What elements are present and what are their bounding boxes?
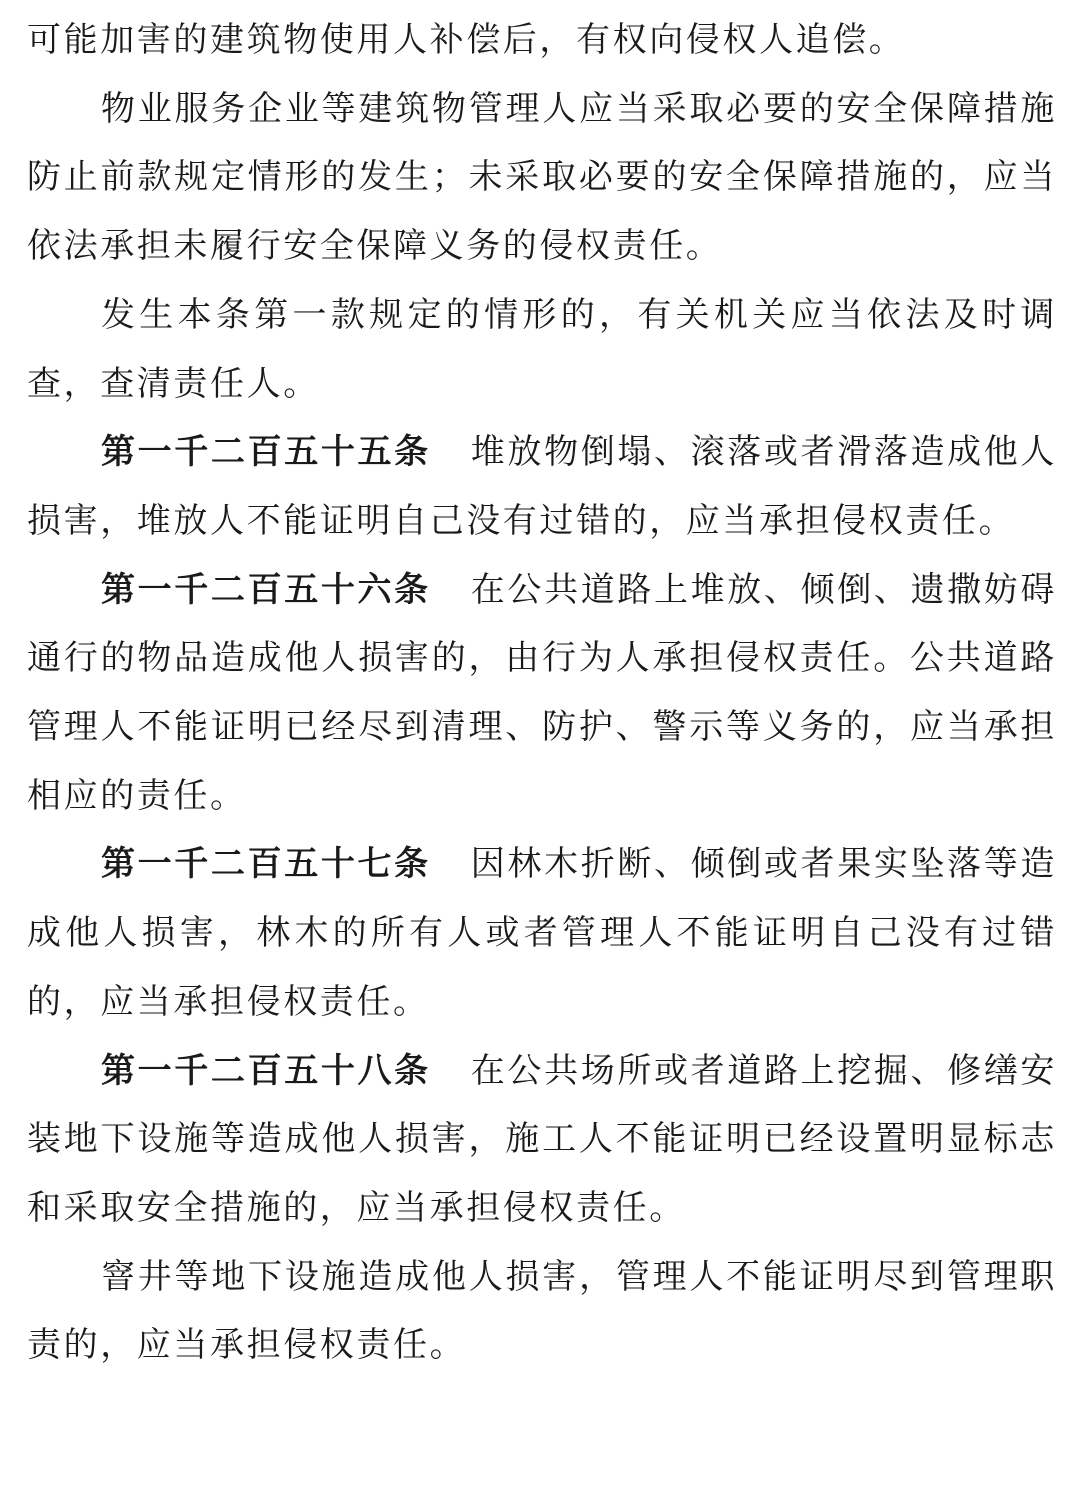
article-number: 第一千二百五十八条: [101, 1050, 431, 1091]
paragraph-manhole-liability: [27, 1243, 1057, 1380]
article-1256: [27, 556, 1057, 831]
paragraph-continuation: [27, 6, 1057, 75]
article-text: 堆放物倒塌、滚落或者滑落造成他人损害，堆放人不能证明自己没有过错的，应当承担侵权责任。: [27, 432, 1057, 541]
article-text: 在公共场所或者道路上挖掘、修缮安装地下设施等造成他人损害，施工人不能证明已经设置明显标志和采取安全措施的，应当承担侵权责任。: [27, 1050, 1057, 1228]
paragraph-authority-investigation: [27, 281, 1057, 418]
article-1255: [27, 418, 1057, 555]
paragraph-text: 物业服务企业等建筑物管理人应当采取必要的安全保障措施防止前款规定情形的发生；未采取必要的安全保障措施的，应当依法承担未履行安全保障义务的侵权责任。: [27, 88, 1057, 267]
paragraph-text: 可能加害的建筑物使用人补偿后，有权向侵权人追偿。: [27, 20, 906, 60]
article-1257: [27, 830, 1057, 1036]
document-body: [27, 6, 1057, 1380]
article-number: 第一千二百五十六条: [101, 569, 431, 610]
article-text: 因林木折断、倾倒或者果实坠落等造成他人损害，林木的所有人或者管理人不能证明自己没有过错的，应当承担侵权责任。: [27, 844, 1057, 1022]
paragraph-text: 窨井等地下设施造成他人损害，管理人不能证明尽到管理职责的，应当承担侵权责任。: [27, 1256, 1057, 1366]
paragraph-property-manager-duty: [27, 75, 1057, 281]
paragraph-text: 发生本条第一款规定的情形的，有关机关应当依法及时调查，查清责任人。: [27, 294, 1057, 404]
article-number: 第一千二百五十七条: [101, 844, 431, 885]
article-1258: [27, 1037, 1057, 1243]
article-number: 第一千二百五十五条: [101, 432, 431, 473]
article-text: 在公共道路上堆放、倾倒、遗撒妨碍通行的物品造成他人损害的，由行为人承担侵权责任。公共道路管理人不能证明已经尽到清理、防护、警示等义务的，应当承担相应的责任。: [27, 569, 1057, 816]
